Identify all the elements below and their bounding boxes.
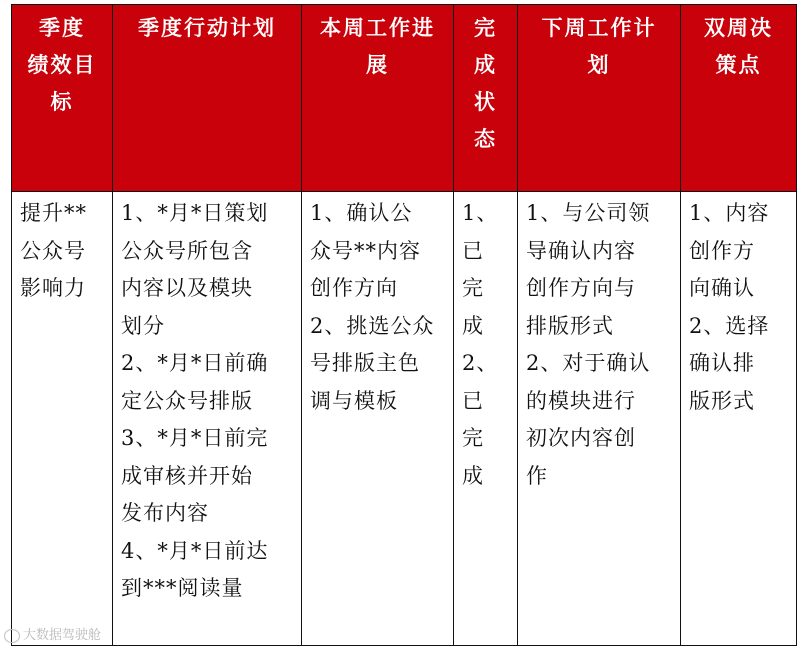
- header-text-line: 展: [366, 52, 389, 77]
- cell-text-line: 2、: [462, 351, 499, 375]
- cell-text-line: 影响力: [20, 276, 86, 300]
- cell-text-line: 划分: [121, 313, 165, 338]
- table-row: [12, 192, 797, 646]
- cell-text-line: 完: [462, 276, 484, 300]
- cell-text-line: 号排版主色: [310, 351, 420, 375]
- header-text-line: 完: [474, 15, 497, 40]
- cell-text-line: 已: [462, 238, 484, 263]
- cell-text-line: 众号**内容: [310, 238, 421, 263]
- cell-text-line: 1、: [462, 201, 499, 225]
- cell-text-line: 成: [462, 463, 484, 488]
- cell-text-line: 创作方向: [310, 276, 398, 300]
- header-text-line: 策点: [715, 52, 762, 77]
- cell-text-line: 初次内容创: [526, 426, 636, 450]
- cell-text-line: 排版形式: [526, 313, 614, 338]
- header-text-line: 双周决: [704, 15, 773, 40]
- watermark-text: 大数据驾驶舱: [23, 628, 102, 643]
- header-text-line: 季度: [39, 15, 85, 40]
- header-text-line: 状: [474, 89, 497, 114]
- cell-this-week-progress: [302, 192, 454, 646]
- cell-text-line: 导确认内容: [526, 238, 636, 263]
- header-text-line: 成: [474, 52, 497, 77]
- cell-text-line: 创作方向与: [526, 276, 636, 300]
- cell-text-line: 公众号: [20, 238, 86, 263]
- cell-text-line: 2、对于确认: [526, 351, 651, 375]
- cell-text-line: 1、内容: [689, 201, 770, 225]
- header-text-line: 季度行动计划: [138, 15, 276, 40]
- cell-text-line: 1、*月*日策划: [121, 201, 269, 225]
- cell-text-line: 成审核并开始: [121, 463, 253, 488]
- header-row: [12, 5, 797, 192]
- cell-text-line: 确认排: [689, 351, 755, 375]
- header-biweekly-decision-points: [681, 5, 797, 192]
- cell-text-line: 2、选择: [689, 313, 770, 338]
- watermark: [4, 624, 101, 643]
- header-quarter-goal: [12, 5, 113, 192]
- cell-biweekly-decision-points: [681, 192, 797, 646]
- header-completion-status: [454, 5, 518, 192]
- cell-quarter-goal: [12, 192, 113, 646]
- cell-text-line: 版形式: [689, 388, 755, 413]
- cell-text-line: 内容以及模块: [121, 276, 253, 300]
- header-text-line: 标: [50, 89, 74, 114]
- cell-text-line: 调与模板: [310, 388, 398, 413]
- cell-text-line: 的模块进行: [526, 388, 636, 413]
- cell-completion-status: [454, 192, 518, 646]
- cell-text-line: 作: [526, 463, 548, 488]
- cell-text-line: 创作方: [689, 238, 755, 263]
- header-next-week-plan: [518, 5, 681, 192]
- header-text-line: 划: [587, 52, 611, 77]
- cell-text-line: 1、确认公: [310, 201, 413, 225]
- cell-next-week-plan: [518, 192, 681, 646]
- cell-text-line: 提升**: [20, 201, 87, 225]
- header-text-line: 下周工作计: [541, 15, 657, 40]
- cell-text-line: 4、*月*日前达: [121, 538, 269, 563]
- cell-quarter-action-plan: [113, 192, 302, 646]
- header-quarter-action-plan: [113, 5, 302, 192]
- cell-text-line: 成: [462, 313, 484, 338]
- header-text-line: 态: [474, 126, 497, 151]
- cell-text-line: 完: [462, 426, 484, 450]
- cell-text-line: 1、与公司领: [526, 201, 651, 225]
- header-text-line: 绩效目: [27, 52, 97, 77]
- watermark-logo-icon: [4, 629, 20, 643]
- cell-text-line: 发布内容: [121, 501, 209, 525]
- cell-text-line: 2、挑选公众: [310, 313, 435, 338]
- cell-text-line: 已: [462, 388, 484, 413]
- header-this-week-progress: [302, 5, 454, 192]
- header-text-line: 本周工作进: [320, 15, 435, 40]
- cell-text-line: 向确认: [689, 276, 755, 300]
- cell-text-line: 2、*月*日前确: [121, 351, 269, 375]
- weekly-plan-table: [11, 4, 797, 646]
- cell-text-line: 公众号所包含: [121, 238, 253, 263]
- cell-text-line: 到***阅读量: [121, 576, 244, 600]
- cell-text-line: 3、*月*日前完: [121, 426, 269, 450]
- cell-text-line: 定公众号排版: [121, 388, 253, 413]
